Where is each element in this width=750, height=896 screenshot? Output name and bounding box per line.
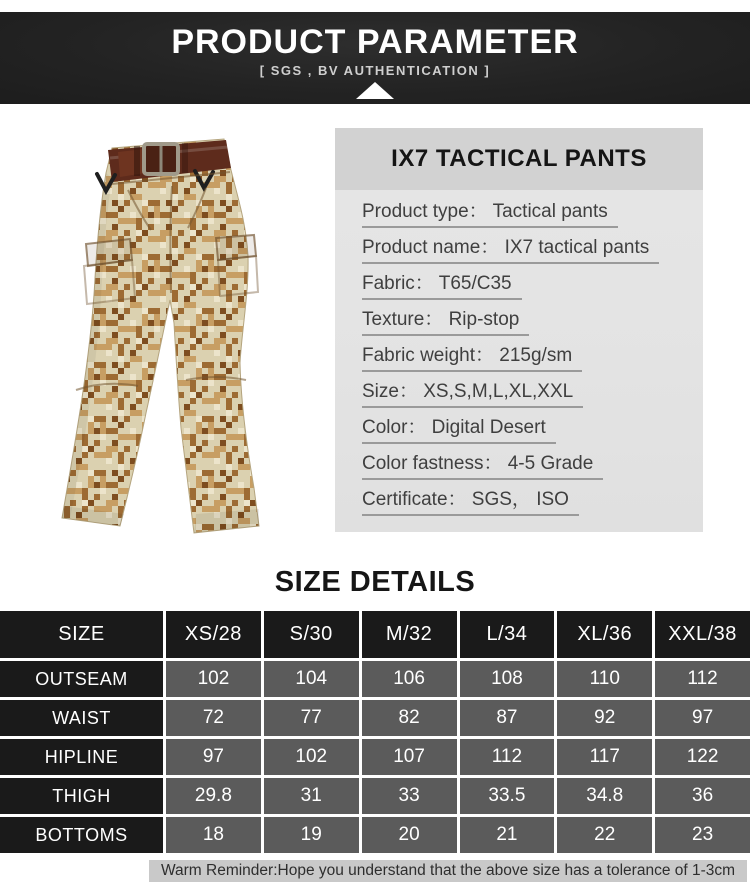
size-table-header-cell: XS/28 xyxy=(166,611,261,658)
size-table-value-cell: 77 xyxy=(264,700,359,736)
size-table-value-cell: 82 xyxy=(362,700,457,736)
size-table-value-cell: 97 xyxy=(655,700,750,736)
size-table-header-cell: S/30 xyxy=(264,611,359,658)
size-table-value-cell: 102 xyxy=(264,739,359,775)
size-table-value-cell: 110 xyxy=(557,661,652,697)
product-photo xyxy=(40,128,320,553)
size-table-header-cell: M/32 xyxy=(362,611,457,658)
spec-row-product-name xyxy=(362,228,703,264)
spec-text: Texture： Rip-stop xyxy=(362,304,529,336)
size-table-row-label: WAIST xyxy=(0,700,163,736)
spec-row-color xyxy=(362,408,703,444)
size-table-value-cell: 20 xyxy=(362,817,457,853)
size-table-value-cell: 97 xyxy=(166,739,261,775)
spec-text: Fabric： T65/C35 xyxy=(362,268,522,300)
size-table-value-cell: 108 xyxy=(460,661,555,697)
size-table-value-cell: 31 xyxy=(264,778,359,814)
size-table-value-cell: 107 xyxy=(362,739,457,775)
spec-text: Product type： Tactical pants xyxy=(362,196,618,228)
size-table-row-label: BOTTOMS xyxy=(0,817,163,853)
spec-text: Product name： IX7 tactical pants xyxy=(362,232,659,264)
size-table-value-cell: 36 xyxy=(655,778,750,814)
banner-title: PRODUCT PARAMETER xyxy=(171,23,579,61)
belt-buckle-icon xyxy=(144,144,178,174)
size-table-value-cell: 33 xyxy=(362,778,457,814)
banner xyxy=(0,12,750,104)
spec-text: Color fastness： 4-5 Grade xyxy=(362,448,603,480)
size-table-value-cell: 19 xyxy=(264,817,359,853)
size-table-header-cell: XXL/38 xyxy=(655,611,750,658)
size-table-value-cell: 87 xyxy=(460,700,555,736)
size-table-value-cell: 117 xyxy=(557,739,652,775)
spec-row-certificate xyxy=(362,480,703,516)
size-table-row-label: HIPLINE xyxy=(0,739,163,775)
size-table-value-cell: 23 xyxy=(655,817,750,853)
size-table-value-cell: 112 xyxy=(655,661,750,697)
size-table-value-cell: 33.5 xyxy=(460,778,555,814)
size-table-value-cell: 104 xyxy=(264,661,359,697)
size-table-row-label: THIGH xyxy=(0,778,163,814)
size-table-header-cell: L/34 xyxy=(460,611,555,658)
size-table-row-label: OUTSEAM xyxy=(0,661,163,697)
pants-image xyxy=(40,128,320,553)
size-table-value-cell: 22 xyxy=(557,817,652,853)
size-table-value-cell: 92 xyxy=(557,700,652,736)
size-table-value-cell: 72 xyxy=(166,700,261,736)
spec-row-product-type xyxy=(362,192,703,228)
spec-row-size xyxy=(362,372,703,408)
spec-row-texture xyxy=(362,300,703,336)
spec-row-fabric xyxy=(362,264,703,300)
spec-text: Fabric weight： 215g/sm xyxy=(362,340,582,372)
size-details-heading: SIZE DETAILS xyxy=(274,566,476,598)
product-spec-panel xyxy=(335,128,703,532)
spec-list xyxy=(335,190,703,516)
size-table-header-cell: XL/36 xyxy=(557,611,652,658)
size-table-value-cell: 34.8 xyxy=(557,778,652,814)
spec-text: Certificate： SGS， ISO xyxy=(362,484,579,516)
spec-text: Size： XS,S,M,L,XL,XXL xyxy=(362,376,583,408)
warm-reminder-note: Warm Reminder:Hope you understand that the above size has a tolerance of 1-3cm xyxy=(149,860,747,882)
size-table-value-cell: 122 xyxy=(655,739,750,775)
banner-subtitle: [ SGS , BV AUTHENTICATION ] xyxy=(259,63,491,78)
panel-title: IX7 TACTICAL PANTS xyxy=(335,128,703,190)
size-table-value-cell: 29.8 xyxy=(166,778,261,814)
size-table-header-cell: SIZE xyxy=(0,611,163,658)
spec-row-color-fastness xyxy=(362,444,703,480)
spec-text: Color： Digital Desert xyxy=(362,412,556,444)
size-table-value-cell: 21 xyxy=(460,817,555,853)
size-table-value-cell: 102 xyxy=(166,661,261,697)
size-table-value-cell: 18 xyxy=(166,817,261,853)
spec-row-fabric-weight xyxy=(362,336,703,372)
size-table xyxy=(0,611,750,853)
banner-notch-triangle xyxy=(356,82,394,99)
size-table-value-cell: 106 xyxy=(362,661,457,697)
size-table-value-cell: 112 xyxy=(460,739,555,775)
